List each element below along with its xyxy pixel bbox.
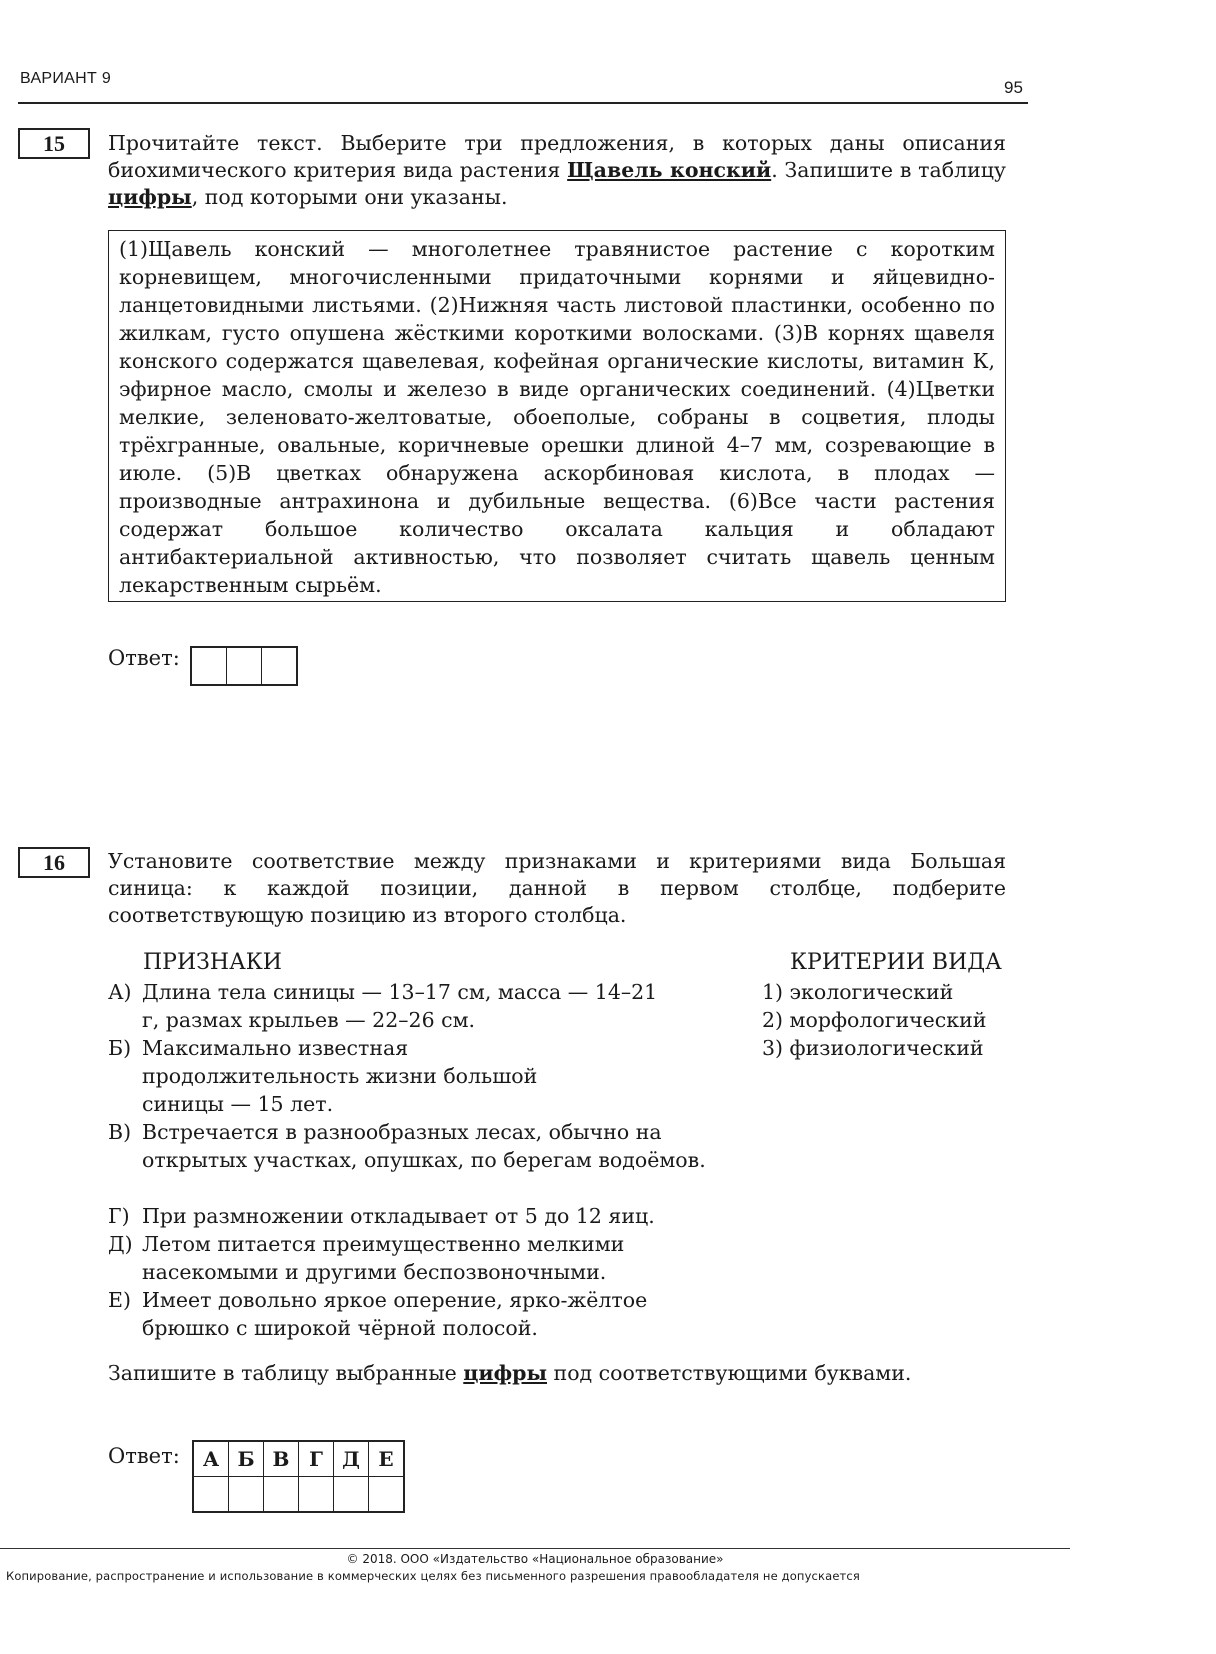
task-15-text: (1)Щавель конский — многолетнее травянистое растение с коротким корневищем, многочисленными придаточными корнями и яйцевидно-ланцетовидными листьями. (2)Нижняя часть листовой пластинки, особенно по жилкам, густо опушена жёсткими короткими волосками. (3)В корнях щавеля конского содержатся щавелевая, кофейная органические кислоты, витамин К, эфирное масло, смолы и железо в виде органических соединений. (4)Цветки мелкие, зеленовато-желтоватые, обоеполые, собраны в соцветия, плоды трёхгранные, овальные, коричневые орешки длиной 4–7 мм, созревающие в июле. (5)В цветках обнаружена аскорбиновая кислота, в плодах — производные антрахинона и дубильные вещества. (6)Все части растения содержат большое количество оксалата кальция и обладают антибактериальной активностью, что позволяет считать щавель ценным лекарственным сырьём. bbox=[119, 237, 995, 597]
feature-text: При размножении откладывает от 5 до 12 яиц. bbox=[142, 1204, 655, 1228]
task-15-prompt bbox=[108, 130, 1006, 211]
feature-label: Д) bbox=[108, 1232, 133, 1256]
feature-label: Г) bbox=[108, 1204, 130, 1228]
answer-cell-1[interactable] bbox=[192, 648, 227, 684]
features-heading: ПРИЗНАКИ bbox=[143, 950, 282, 975]
task-16-number: 16 bbox=[18, 847, 90, 878]
prompt-emphasis-digits: цифры bbox=[108, 185, 192, 209]
feature-item-v bbox=[108, 1118, 708, 1174]
prompt-text: Прочитайте текст. Выберите три предложения, в которых даны описания биохимического критерия вида растения bbox=[108, 131, 1006, 182]
feature-item-b bbox=[108, 1034, 588, 1118]
prompt-text: , под которыми они указаны. bbox=[191, 185, 508, 209]
feature-item-e bbox=[108, 1286, 708, 1342]
page-number: 95 bbox=[1004, 78, 1023, 97]
criterion-3: 3) физиологический bbox=[762, 1036, 984, 1060]
answer-col-header-a: А bbox=[193, 1441, 229, 1477]
answer-col-header-d: Д bbox=[334, 1441, 369, 1477]
feature-text: Имеет довольно яркое оперение, ярко-жёлтое брюшко с широкой чёрной полосой. bbox=[142, 1288, 648, 1340]
task-15-number: 15 bbox=[18, 128, 90, 159]
prompt-text: . Запишите в таблицу bbox=[771, 158, 1006, 182]
answer-cell-2[interactable] bbox=[227, 648, 262, 684]
instruction-text: Запишите в таблицу выбранные bbox=[108, 1361, 464, 1385]
footer-copyright: © 2018. ООО «Издательство «Национальное образование» bbox=[346, 1552, 724, 1566]
feature-label: В) bbox=[108, 1120, 132, 1144]
answer-input-e[interactable] bbox=[369, 1477, 405, 1513]
feature-item-a bbox=[108, 978, 668, 1034]
task-15-answer-label: Ответ: bbox=[108, 646, 180, 670]
criteria-heading: КРИТЕРИИ ВИДА bbox=[790, 950, 1002, 975]
footer-divider bbox=[0, 1548, 1070, 1549]
task-16-prompt: Установите соответствие между признаками и критериями вида Большая синица: к каждой позиции, данной в первом столбце, подберите соответствующую позицию из второго столбца. bbox=[108, 849, 1006, 927]
feature-text: Длина тела синицы — 13–17 см, масса — 14–21 г, размах крыльев — 22–26 см. bbox=[142, 980, 658, 1032]
answer-col-header-v: В bbox=[264, 1441, 299, 1477]
task-16-instruction bbox=[108, 1360, 1006, 1387]
prompt-emphasis-species: Щавель конский bbox=[567, 158, 772, 182]
feature-label: А) bbox=[108, 980, 132, 1004]
criterion-1: 1) экологический bbox=[762, 980, 954, 1004]
feature-text: Летом питается преимущественно мелкими насекомыми и другими беспозвоночными. bbox=[142, 1232, 625, 1284]
answer-table-input-row bbox=[193, 1477, 404, 1513]
feature-text: Встречается в разнообразных лесах, обычно на открытых участках, опушках, по берегам водоёмов. bbox=[142, 1120, 706, 1172]
answer-input-a[interactable] bbox=[193, 1477, 229, 1513]
feature-label: Е) bbox=[108, 1288, 131, 1312]
answer-input-d[interactable] bbox=[334, 1477, 369, 1513]
variant-title: ВАРИАНТ 9 bbox=[20, 70, 112, 87]
task-16-answer-label: Ответ: bbox=[108, 1444, 180, 1468]
feature-item-g bbox=[108, 1202, 728, 1230]
answer-col-header-b: Б bbox=[229, 1441, 264, 1477]
answer-input-v[interactable] bbox=[264, 1477, 299, 1513]
feature-label: Б) bbox=[108, 1036, 132, 1060]
instruction-emphasis-digits: цифры bbox=[463, 1361, 548, 1385]
feature-text: Максимально известная продолжительность жизни большой синицы — 15 лет. bbox=[142, 1036, 538, 1116]
answer-cell-3[interactable] bbox=[262, 648, 296, 684]
answer-col-header-e: Е bbox=[369, 1441, 405, 1477]
task-15-answer-cells bbox=[190, 646, 298, 686]
instruction-text: под соответствующими буквами. bbox=[547, 1361, 912, 1385]
answer-col-header-g: Г bbox=[299, 1441, 334, 1477]
header-divider bbox=[18, 102, 1028, 104]
task-16-answer-table bbox=[192, 1440, 405, 1513]
answer-input-b[interactable] bbox=[229, 1477, 264, 1513]
task-15-text-box bbox=[108, 230, 1006, 602]
criterion-2: 2) морфологический bbox=[762, 1008, 987, 1032]
footer-notice: Копирование, распространение и использование в коммерческих целях без письменного разрешения правообладателя не допускается bbox=[6, 1569, 860, 1583]
answer-table-header-row bbox=[193, 1441, 404, 1477]
feature-item-d bbox=[108, 1230, 708, 1286]
answer-input-g[interactable] bbox=[299, 1477, 334, 1513]
